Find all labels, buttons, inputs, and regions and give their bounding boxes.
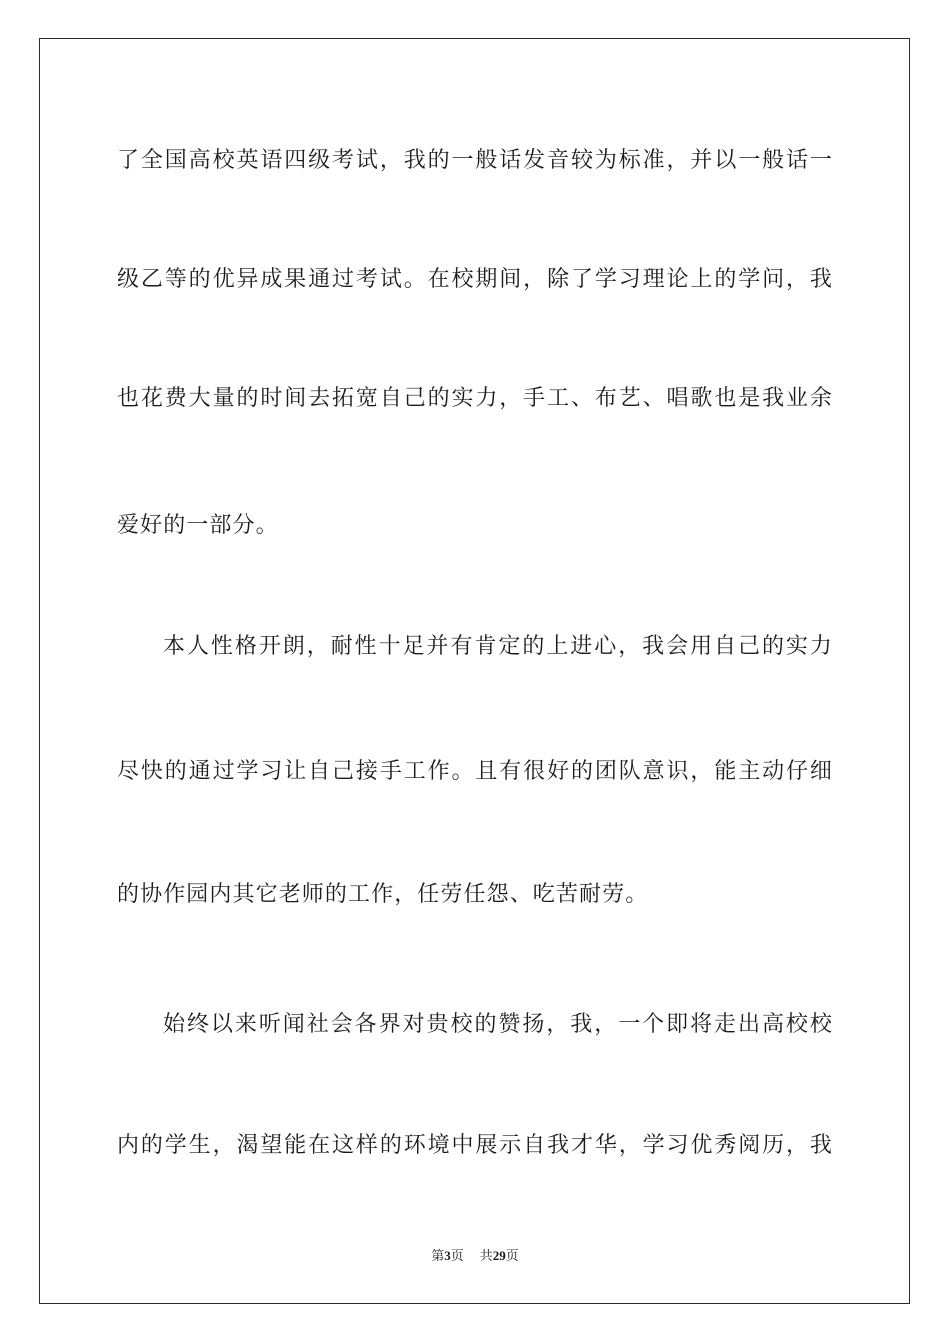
page-border (39, 38, 910, 1304)
footer-total-suffix: 页 (505, 1249, 519, 1264)
body-text-line: 了全国高校英语四级考试，我的一般话发音较为标准，并以一般话一 (117, 148, 833, 173)
paragraph-first-line: 本人性格开朗，耐性十足并有肯定的上进心，我会用自己的实力 (163, 634, 833, 659)
body-text-line: 尽快的通过学习让自己接手工作。且有很好的团队意识，能主动仔细 (117, 759, 833, 784)
footer-page-prefix: 第 (431, 1249, 445, 1264)
body-text-line: 的协作园内其它老师的工作，任劳任怨、吃苦耐劳。 (117, 882, 649, 907)
footer-total-prefix: 共 (479, 1249, 493, 1264)
footer-page-number: 3 (444, 1248, 451, 1263)
page-footer (0, 1247, 950, 1266)
paragraph-first-line: 始终以来听闻社会各界对贵校的赞扬，我，一个即将走出高校校 (163, 1012, 833, 1037)
body-text-line: 爱好的一部分。 (117, 513, 279, 538)
body-text-line: 也花费大量的时间去拓宽自己的实力，手工、布艺、唱歌也是我业余 (117, 386, 833, 411)
footer-total-pages: 29 (492, 1248, 506, 1263)
footer-page-suffix: 页 (450, 1249, 464, 1264)
body-text-line: 内的学生，渴望能在这样的环境中展示自我才华，学习优秀阅历，我 (117, 1133, 833, 1158)
body-text-line: 级乙等的优异成果通过考试。在校期间，除了学习理论上的学问，我 (117, 267, 833, 292)
